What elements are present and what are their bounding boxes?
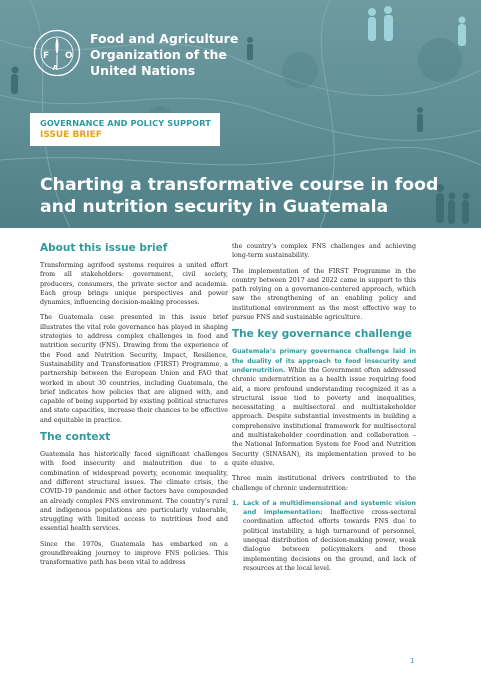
svg-text:F: F xyxy=(43,51,50,61)
challenge-paragraph xyxy=(232,347,416,468)
continued-paragraph: the country’s complex FNS challenges and achieving long-term sustainability. xyxy=(232,243,416,260)
svg-text:A: A xyxy=(52,64,58,72)
org-name-line-1: Food and Agriculture xyxy=(90,31,239,46)
page-title xyxy=(40,174,460,218)
about-paragraph-2: The Guatemala case presented in this issue brief illustrates the vital role governance has played in shaping strategies to address complex challenges in food and nutrition security (FNS). Drawing from the experience of the Food and Nutrition Security, Impact, Resilience, Sustainability and Transformation (FIRST) Programme, a partnership between the European Union and FAO that worked in about 30 countries, including Guatemala, the brief indicates how policies that are aligned with, and capable of being supported by existing political structures and state capacities, increase their chances to be effective and equitable in practice. xyxy=(40,314,228,424)
org-name-line-2: Organization of the xyxy=(90,47,227,62)
doc-type-label: ISSUE BRIEF xyxy=(40,130,102,140)
drivers-list xyxy=(232,499,416,573)
fao-logo-icon xyxy=(33,29,81,77)
challenge-text: While the Government often addressed chronic undernutrition as a health issue requiring food aid, a more profound understanding recognized it as a structural issue tied to poverty and inequalities, necessitating a multisectoral and multistakeholder approach. Despite substantial investments in building a comprehensive institutional framework for multisectoral and multistakeholder coordination and collaboration – the National Information System for Food and Nutrition Security (SINASAN), its implementation proved to be quite elusive. xyxy=(232,366,416,467)
about-paragraph-1: Transforming agrifood systems requires a united effort from all stakeholders: government, civil society, producers, consumers, the private sector and academia. Each group brings unique perspectives and power dynamics, influencing decision-making processes. xyxy=(40,262,228,307)
about-heading: About this issue brief xyxy=(40,242,168,254)
series-label-box xyxy=(30,113,220,146)
series-label: GOVERNANCE AND POLICY SUPPORT xyxy=(40,118,211,128)
list-item-number: 1. xyxy=(232,499,239,507)
title-line-1: Charting a transformative course in food xyxy=(40,175,439,195)
context-paragraph-1: Guatemala has historically faced significant challenges with food insecurity and malnutrition due to a combination of widespread poverty, economic inequality, and different structural issues. The climate crisis, the COVID-19 pandemic and other factors have compounded an already complex FNS environment. The country’s rural and indigenous populations are particularly vulnerable, struggling with limited access to nutritious food and essential health services. xyxy=(40,451,228,533)
drivers-paragraph: Three main institutional drivers contributed to the challenge of chronic undernutrition: xyxy=(232,475,416,492)
organization-name xyxy=(90,31,239,79)
org-name-line-3: United Nations xyxy=(90,63,196,78)
page-number: 1 xyxy=(410,657,415,665)
list-item-lead: Lack of a multidimensional and systemic vision and implementation: xyxy=(243,499,416,517)
context-paragraph-2: Since the 1970s, Guatemala has embarked on a groundbreaking journey to improve FNS policies. This transformative path has been vital to address xyxy=(40,540,228,567)
title-line-2: and nutrition security in Guatemala xyxy=(40,197,389,217)
list-item-text: Ineffective cross-sectoral coordination affected efforts towards FNS due to political instability, a high turnaround of personnel, unequal distribution of decision-making power, weak dialogue between policymakers and those implementing decisions on the ground, and lack of resources at the local level. xyxy=(243,509,416,572)
challenge-lead: Guatemala’s primary governance challenge laid in the duality of its approach to food insecurity and undernutrition. xyxy=(232,348,416,374)
svg-text:O: O xyxy=(65,51,73,61)
list-item xyxy=(232,499,416,573)
header-banner xyxy=(0,0,481,228)
context-heading: The context xyxy=(40,431,111,444)
left-column xyxy=(40,242,228,574)
implementation-paragraph: The implementation of the FIRST Programme in the country between 2017 and 2022 came in support to this path relying on a governance-centered approach, which saw the strengthening of an enabling policy and institutional environment as the most effective way to pursue FNS and sustainable agriculture. xyxy=(232,267,416,322)
right-column xyxy=(232,242,416,573)
challenge-heading: The key governance challenge xyxy=(232,328,412,341)
